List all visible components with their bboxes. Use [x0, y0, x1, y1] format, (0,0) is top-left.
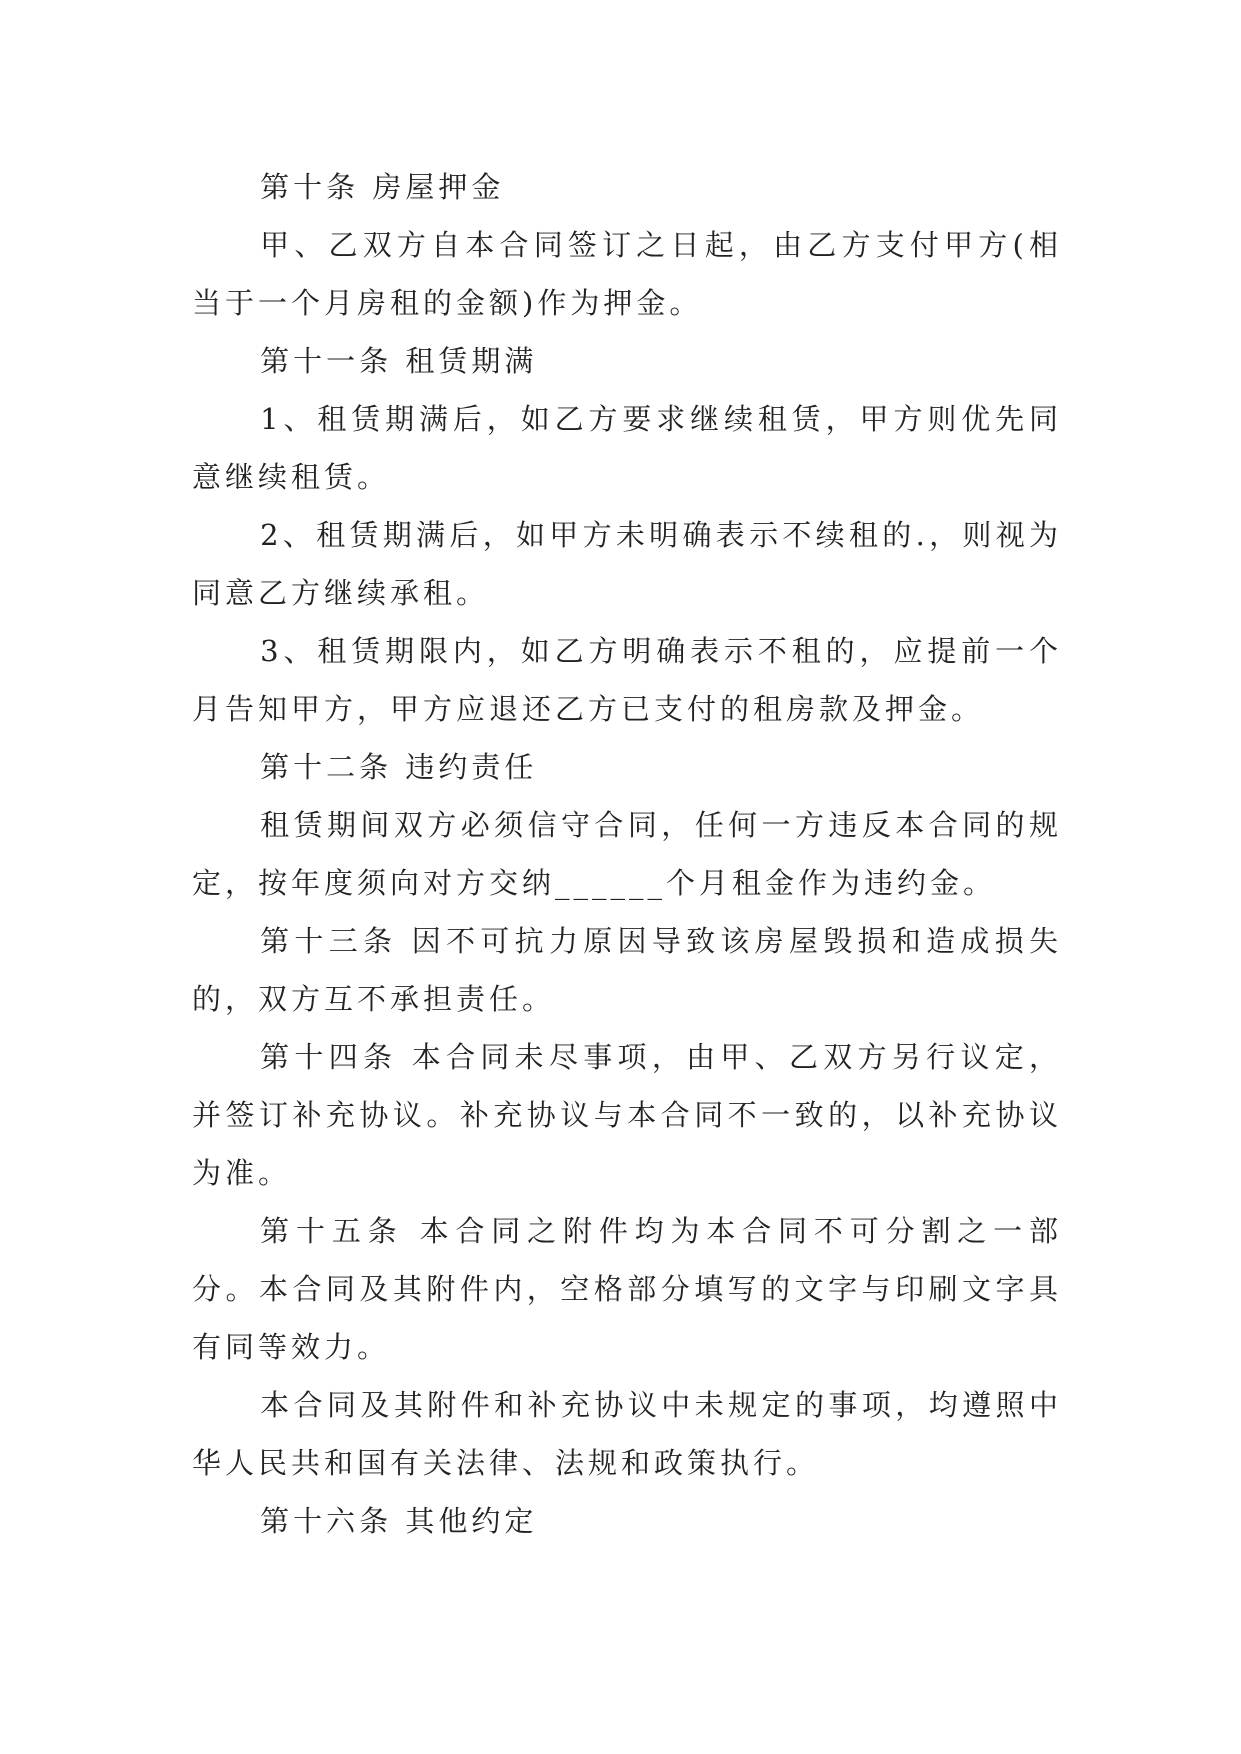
article-10-text: 甲、乙双方自本合同签订之日起，由乙方支付甲方(相当于一个月房租的金额)作为押金。: [192, 228, 1062, 320]
article-10-heading: 第十条 房屋押金: [260, 170, 505, 204]
article-12-heading: 第十二条 违约责任: [260, 750, 538, 784]
article-12-text: 租赁期间双方必须信守合同，任何一方违反本合同的规定，按年度须向对方交纳______个月租金作为违约金。: [192, 808, 1062, 900]
article-11-clause-3: 3、租赁期限内，如乙方明确表示不租的，应提前一个月告知甲方，甲方应退还乙方已支付的租房款及押金。: [192, 634, 1062, 726]
article-14-text: 第十四条 本合同未尽事项，由甲、乙双方另行议定，并签订补充协议。补充协议与本合同不一致的，以补充协议为准。: [192, 1040, 1062, 1190]
article-13-text: 第十三条 因不可抗力原因导致该房屋毁损和造成损失的，双方互不承担责任。: [192, 924, 1062, 1016]
article-15-text: 第十五条 本合同之附件均为本合同不可分割之一部分。本合同及其附件内，空格部分填写的文字与印刷文字具有同等效力。: [192, 1214, 1062, 1364]
article-11-clause-2: 2、租赁期满后，如甲方未明确表示不续租的.，则视为同意乙方继续承租。: [192, 518, 1062, 610]
applicable-law-text: 本合同及其附件和补充协议中未规定的事项，均遵照中华人民共和国有关法律、法规和政策执行。: [192, 1388, 1062, 1480]
article-11-heading: 第十一条 租赁期满: [260, 344, 538, 378]
document-body: [192, 158, 1062, 1550]
article-11-clause-1: 1、租赁期满后，如乙方要求继续租赁，甲方则优先同意继续租赁。: [192, 402, 1062, 494]
article-16-heading: 第十六条 其他约定: [260, 1504, 538, 1538]
